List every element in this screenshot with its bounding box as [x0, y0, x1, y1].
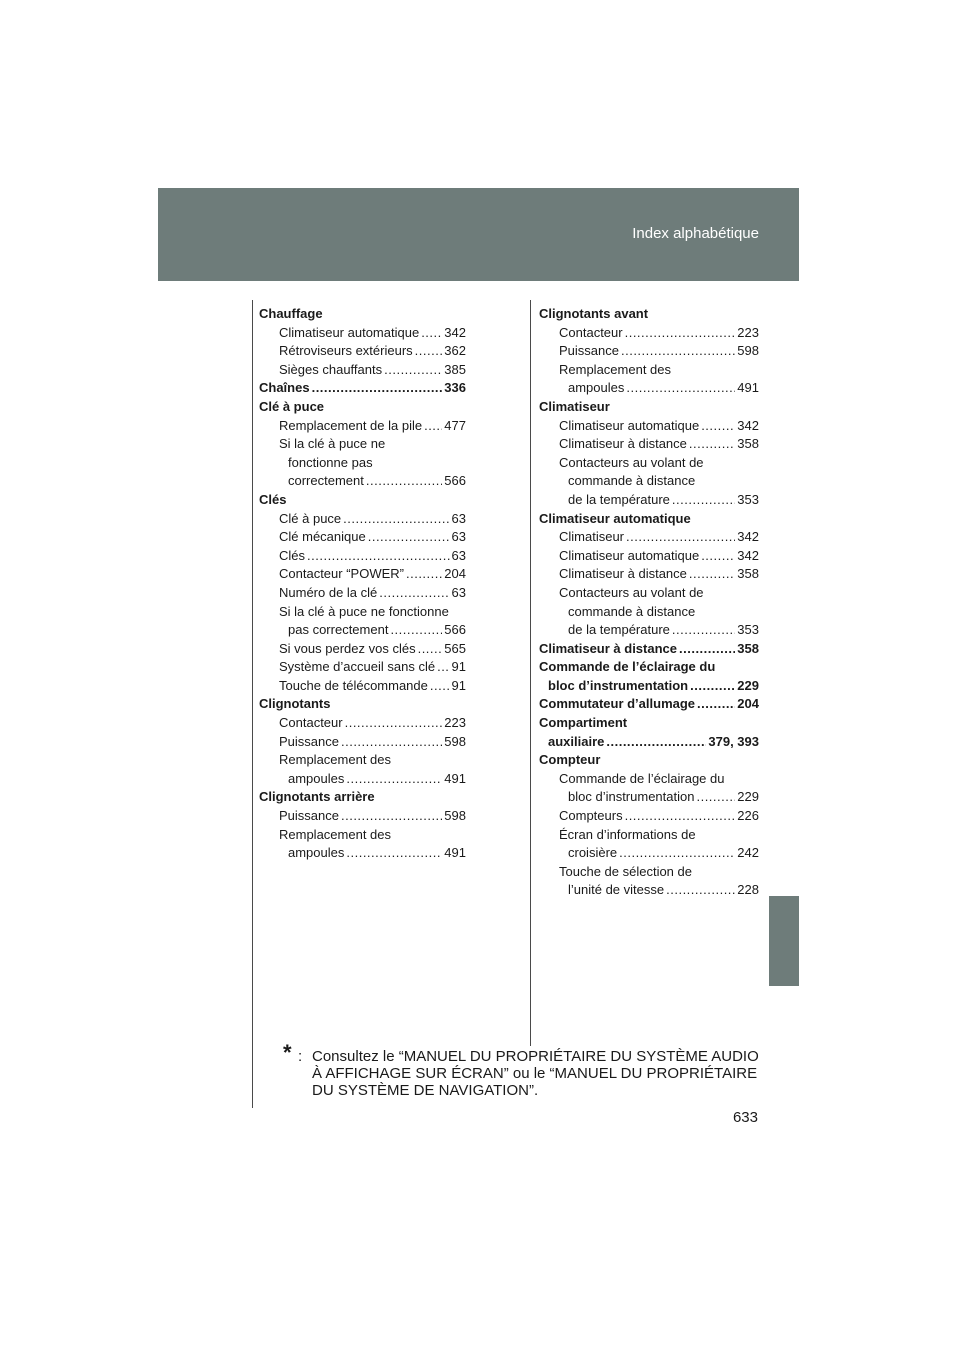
entry-label: Clignotants avant [539, 306, 649, 321]
dot-leader [679, 640, 735, 659]
entry-page-ref: 223 [737, 324, 759, 340]
entry-label: correctement [288, 473, 364, 489]
entry-label: de la température [568, 491, 670, 507]
entry-page-ref: 63 [451, 529, 466, 545]
entry-label: commande à distance [568, 603, 696, 619]
column-divider [530, 300, 531, 1046]
entry-page-ref: 226 [737, 808, 759, 824]
index-entry [259, 788, 466, 807]
entry-page-ref: 63 [451, 584, 466, 600]
entry-label: l’unité de vitesse [568, 882, 665, 898]
entry-label: Remplacement de la pile [279, 417, 423, 433]
entry-label: Touche de sélection de [559, 863, 692, 879]
index-entry [539, 342, 759, 361]
entry-page-ref: 358 [737, 640, 759, 656]
index-column-left [259, 305, 466, 863]
index-entry [539, 826, 759, 845]
entry-label: Chaînes [259, 380, 310, 396]
entry-page-ref: 342 [444, 324, 466, 340]
index-entry [539, 881, 759, 900]
dot-leader [390, 621, 442, 640]
index-entry [539, 844, 759, 863]
entry-label: Climatiseur automatique [559, 417, 700, 433]
index-entry [539, 305, 759, 324]
dot-leader [424, 417, 442, 436]
entry-label: Clignotants [259, 696, 331, 712]
entry-page-ref: 491 [737, 380, 759, 396]
entry-page-ref: 566 [444, 473, 466, 489]
index-entry [259, 472, 466, 491]
dot-leader [430, 677, 450, 696]
footnote-text: Consultez le “MANUEL DU PROPRIÉTAIRE DU SYSTÈME AUDIO À AFFICHAGE SUR ÉCRAN” ou le “MANUEL DU PROPRIÉTAIRE DU SYSTÈME DE NAVIGATION”. [312, 1048, 759, 1099]
entry-page-ref: 362 [444, 343, 466, 359]
entry-label: Commutateur d’allumage [539, 696, 696, 712]
dot-leader [619, 844, 735, 863]
entry-page-ref: 204 [444, 566, 466, 582]
entry-page-ref: 565 [444, 640, 466, 656]
entry-label: Compteurs [559, 808, 623, 824]
entry-page-ref: 491 [444, 770, 466, 786]
index-entry [259, 584, 466, 603]
index-entry [539, 640, 759, 659]
entry-label: Contacteurs au volant de [559, 454, 704, 470]
index-entry [259, 342, 466, 361]
dot-leader [621, 342, 735, 361]
index-entry [539, 621, 759, 640]
entry-page-ref: 598 [737, 343, 759, 359]
entry-page-ref: 228 [737, 882, 759, 898]
dot-leader [672, 621, 735, 640]
index-entry [259, 640, 466, 659]
index-entry [259, 324, 466, 343]
dot-leader [307, 547, 450, 566]
entry-label: fonctionne pas [288, 454, 373, 470]
index-entry [539, 565, 759, 584]
entry-page-ref: 353 [737, 622, 759, 638]
entry-label: Si vous perdez vos clés [279, 640, 416, 656]
entry-label: Climatiseur à distance [559, 436, 687, 452]
dot-leader [406, 565, 442, 584]
dot-leader [312, 379, 443, 398]
index-entry [539, 677, 759, 696]
entry-page-ref: 491 [444, 845, 466, 861]
index-entry [259, 658, 466, 677]
dot-leader [689, 565, 735, 584]
dot-leader [672, 491, 735, 510]
index-entry [259, 844, 466, 863]
entry-page-ref: 598 [444, 733, 466, 749]
entry-label: Puissance [559, 343, 619, 359]
index-entry [259, 361, 466, 380]
index-entry [259, 379, 466, 398]
index-entry [539, 379, 759, 398]
dot-leader [625, 324, 736, 343]
index-entry [259, 305, 466, 324]
entry-label: pas correctement [288, 622, 389, 638]
dot-leader [421, 324, 442, 343]
entry-label: Contacteurs au volant de [559, 584, 704, 600]
index-entry [539, 807, 759, 826]
entry-label: ampoules [288, 845, 345, 861]
index-entry [539, 770, 759, 789]
left-divider [252, 300, 253, 1108]
entry-page-ref: 63 [451, 510, 466, 526]
entry-page-ref: 91 [451, 677, 466, 693]
entry-page-ref: 229 [737, 789, 759, 805]
entry-label: Puissance [279, 733, 339, 749]
dot-leader [343, 510, 449, 529]
index-entry [259, 733, 466, 752]
dot-leader [341, 733, 442, 752]
index-entry [539, 658, 759, 677]
entry-page-ref: 342 [737, 547, 759, 563]
index-entry [259, 826, 466, 845]
dot-leader [437, 658, 449, 677]
entry-label: Clés [279, 547, 306, 563]
entry-label: Contacteur [279, 715, 343, 731]
index-entry [259, 454, 466, 473]
entry-label: auxiliaire [548, 733, 605, 749]
entry-label: Puissance [279, 808, 339, 824]
dot-leader [689, 435, 735, 454]
dot-leader [701, 547, 735, 566]
index-entry [259, 435, 466, 454]
entry-label: Climatiseur à distance [539, 640, 677, 656]
entry-page-ref: 477 [444, 417, 466, 433]
entry-page-ref: 242 [737, 845, 759, 861]
index-entry [259, 603, 466, 622]
entry-label: commande à distance [568, 473, 696, 489]
dot-leader [626, 528, 735, 547]
index-entry [539, 733, 759, 752]
entry-label: Climatiseur automatique [559, 547, 700, 563]
index-entry [539, 547, 759, 566]
footnote-colon: : [298, 1048, 303, 1065]
entry-label: Contacteur “POWER” [279, 566, 404, 582]
index-column-right [539, 305, 759, 900]
index-entry [539, 417, 759, 436]
entry-page-ref: 342 [737, 529, 759, 545]
dot-leader [341, 807, 442, 826]
index-entry [539, 398, 759, 417]
entry-label: Si la clé à puce ne [279, 436, 386, 452]
index-entry [259, 807, 466, 826]
index-entry [539, 454, 759, 473]
footnote [283, 1040, 763, 1099]
index-entry [539, 584, 759, 603]
index-entry [259, 695, 466, 714]
entry-label: Commande de l’éclairage du [539, 659, 716, 675]
page-number: 633 [732, 1109, 758, 1126]
index-entry [539, 788, 759, 807]
entry-label: Numéro de la clé [279, 584, 378, 600]
entry-label: ampoules [568, 380, 625, 396]
entry-label: Clé mécanique [279, 529, 366, 545]
index-entry [259, 398, 466, 417]
entry-label: Remplacement des [279, 752, 391, 768]
entry-label: Clé à puce [259, 398, 325, 414]
index-entry [259, 714, 466, 733]
index-entry [539, 510, 759, 529]
entry-label: croisière [568, 845, 618, 861]
entry-label: Sièges chauffants [279, 361, 383, 377]
entry-page-ref: 566 [444, 622, 466, 638]
dot-leader [345, 714, 443, 733]
entry-label: Remplacement des [559, 361, 671, 377]
entry-page-ref: 358 [737, 436, 759, 452]
index-entry [259, 565, 466, 584]
index-entry [539, 863, 759, 882]
entry-label: bloc d’instrumentation [548, 677, 689, 693]
index-entry [539, 472, 759, 491]
dot-leader [384, 361, 442, 380]
dot-leader [666, 881, 735, 900]
dot-leader [696, 788, 735, 807]
entry-label: Clés [259, 491, 287, 507]
entry-page-ref: 229 [737, 677, 759, 693]
dot-leader [697, 695, 735, 714]
dot-leader [690, 677, 735, 696]
entry-page-ref: 91 [451, 659, 466, 675]
entry-page-ref: 353 [737, 491, 759, 507]
entry-label: Écran d’informations de [559, 826, 696, 842]
entry-label: Compteur [539, 752, 601, 768]
dot-leader [346, 770, 442, 789]
entry-label: Compartiment [539, 715, 628, 731]
entry-label: Commande de l’éclairage du [559, 770, 725, 786]
dot-leader [606, 733, 706, 752]
header-band [158, 188, 799, 281]
dot-leader [415, 342, 443, 361]
dot-leader [366, 472, 442, 491]
dot-leader [346, 844, 442, 863]
entry-page-ref: 358 [737, 566, 759, 582]
index-entry [539, 361, 759, 380]
dot-leader [626, 379, 735, 398]
entry-label: Rétroviseurs extérieurs [279, 343, 413, 359]
index-entry [259, 751, 466, 770]
index-entry [539, 324, 759, 343]
entry-label: Touche de télécommande [279, 677, 428, 693]
entry-label: Climatiseur automatique [539, 510, 691, 526]
entry-page-ref: 336 [444, 380, 466, 396]
entry-page-ref: 223 [444, 715, 466, 731]
index-entry [539, 751, 759, 770]
index-entry [259, 510, 466, 529]
entry-label: ampoules [288, 770, 345, 786]
index-entry [539, 714, 759, 733]
entry-label: Chauffage [259, 306, 323, 321]
index-entry [259, 621, 466, 640]
entry-label: bloc d’instrumentation [568, 789, 695, 805]
entry-page-ref: 342 [737, 417, 759, 433]
entry-page-ref: 598 [444, 808, 466, 824]
entry-label: Si la clé à puce ne fonctionne [279, 603, 449, 619]
section-title: Index alphabétique [632, 225, 759, 242]
entry-label: Climatiseur [539, 398, 610, 414]
index-entry [539, 695, 759, 714]
entry-page-ref: 379, 393 [708, 733, 759, 749]
index-entry [539, 491, 759, 510]
index-entry [259, 528, 466, 547]
index-entry [539, 603, 759, 622]
section-thumb-tab [769, 896, 799, 986]
dot-leader [379, 584, 449, 603]
entry-label: Système d’accueil sans clé [279, 659, 436, 675]
index-entry [539, 435, 759, 454]
entry-label: de la température [568, 622, 670, 638]
index-entry [259, 677, 466, 696]
entry-label: Clignotants arrière [259, 789, 375, 805]
entry-label: Climatiseur [559, 529, 625, 545]
entry-label: Climatiseur à distance [559, 566, 687, 582]
entry-page-ref: 204 [737, 696, 759, 712]
entry-page-ref: 385 [444, 361, 466, 377]
entry-label: Climatiseur automatique [279, 324, 420, 340]
entry-label: Remplacement des [279, 826, 391, 842]
entry-label: Clé à puce [279, 510, 342, 526]
index-entry [259, 770, 466, 789]
asterisk-icon: * [283, 1040, 292, 1065]
index-entry [259, 491, 466, 510]
index-entry [259, 417, 466, 436]
dot-leader [701, 417, 735, 436]
index-entry [259, 547, 466, 566]
index-entry [539, 528, 759, 547]
entry-page-ref: 63 [451, 547, 466, 563]
dot-leader [418, 640, 443, 659]
entry-label: Contacteur [559, 324, 623, 340]
dot-leader [625, 807, 736, 826]
dot-leader [368, 528, 450, 547]
